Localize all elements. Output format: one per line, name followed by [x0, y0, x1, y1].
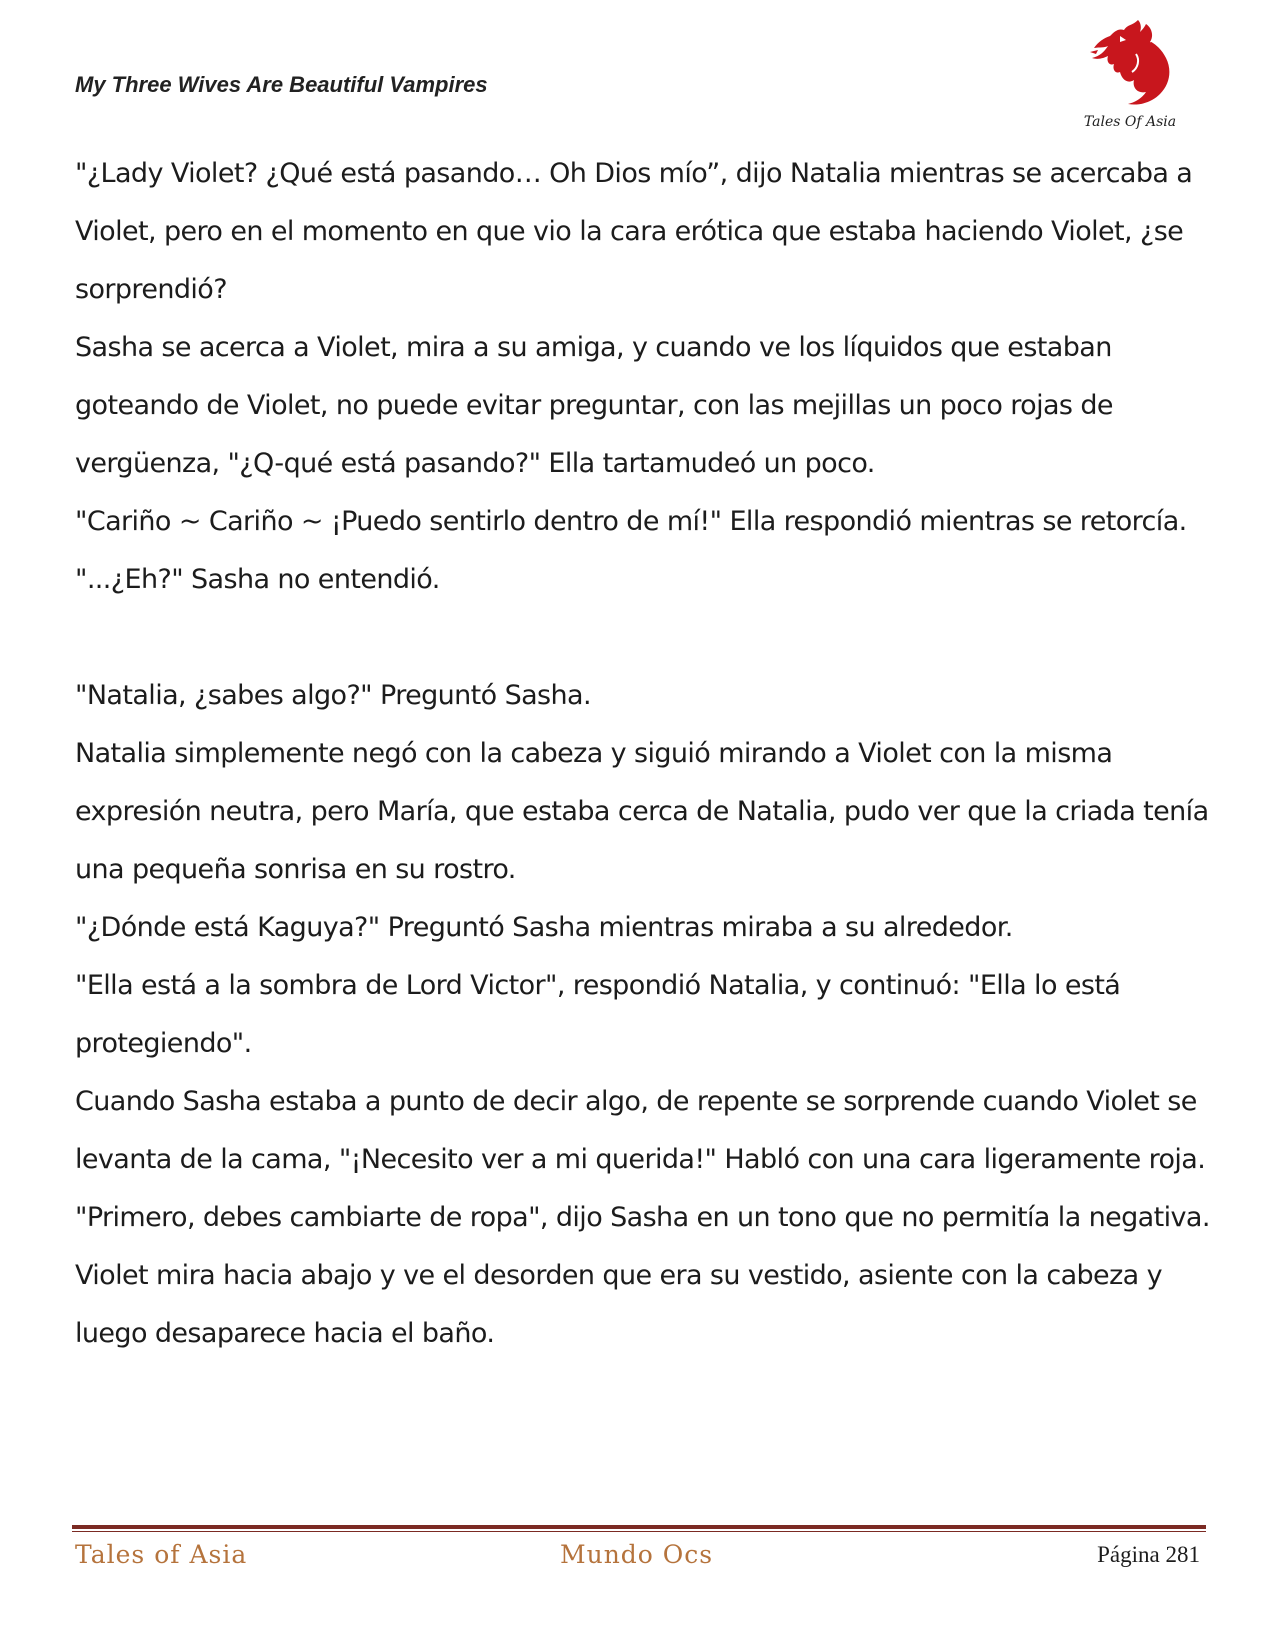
text-line: goteando de Violet, no puede evitar preguntar, con las mejillas un poco rojas de	[75, 390, 1113, 421]
text-line: "Primero, debes cambiarte de ropa", dijo Sasha en un tono que no permitía la negativa.	[75, 1202, 1210, 1233]
footer-divider-thin	[72, 1531, 1206, 1532]
logo-text: Tales Of Asia	[1083, 114, 1177, 130]
text-line: "Cariño ~ Cariño ~ ¡Puedo sentirlo dentro de mí!" Ella respondió mientras se retorcía.	[75, 506, 1187, 537]
book-title: My Three Wives Are Beautiful Vampires	[75, 72, 488, 97]
page-number: Página 281	[1097, 1542, 1200, 1567]
text-line: "...¿Eh?" Sasha no entendió.	[75, 564, 440, 595]
tales-of-asia-logo	[1080, 14, 1190, 140]
text-line: protegiendo".	[75, 1028, 252, 1059]
footer-site-name: Tales of Asia	[75, 1540, 248, 1569]
blank-line	[75, 609, 1205, 667]
text-line: "¿Lady Violet? ¿Qué está pasando… Oh Dios mío”, dijo Natalia mientras se acercaba a	[75, 158, 1193, 189]
text-line: "Ella está a la sombra de Lord Victor", respondió Natalia, y continuó: "Ella lo está	[75, 970, 1121, 1001]
text-line: "¿Dónde está Kaguya?" Preguntó Sasha mientras miraba a su alrededor.	[75, 912, 1013, 943]
text-line: una pequeña sonrisa en su rostro.	[75, 854, 516, 885]
document-body	[75, 145, 1210, 1363]
text-line: sorprendió?	[75, 274, 227, 305]
dragon-logo-icon	[1080, 14, 1180, 114]
text-line: Cuando Sasha estaba a punto de decir algo, de repente se sorprende cuando Violet se	[75, 1086, 1197, 1117]
footer-translator: Mundo Ocs	[560, 1540, 714, 1569]
footer-divider	[72, 1525, 1206, 1529]
text-line: Sasha se acerca a Violet, mira a su amiga, y cuando ve los líquidos que estaban	[75, 332, 1112, 363]
text-line: Natalia simplemente negó con la cabeza y siguió mirando a Violet con la misma	[75, 738, 1113, 769]
text-line: expresión neutra, pero María, que estaba cerca de Natalia, pudo ver que la criada tenía	[75, 796, 1209, 827]
text-line: levanta de la cama, "¡Necesito ver a mi querida!" Habló con una cara ligeramente roja.	[75, 1144, 1206, 1175]
text-line: Violet mira hacia abajo y ve el desorden que era su vestido, asiente con la cabeza y	[75, 1260, 1162, 1291]
text-line: Violet, pero en el momento en que vio la cara erótica que estaba haciendo Violet, ¿se	[75, 216, 1184, 247]
text-line: "Natalia, ¿sabes algo?" Preguntó Sasha.	[75, 680, 591, 711]
text-line: luego desaparece hacia el baño.	[75, 1318, 495, 1349]
text-line: vergüenza, "¿Q-qué está pasando?" Ella tartamudeó un poco.	[75, 448, 875, 479]
